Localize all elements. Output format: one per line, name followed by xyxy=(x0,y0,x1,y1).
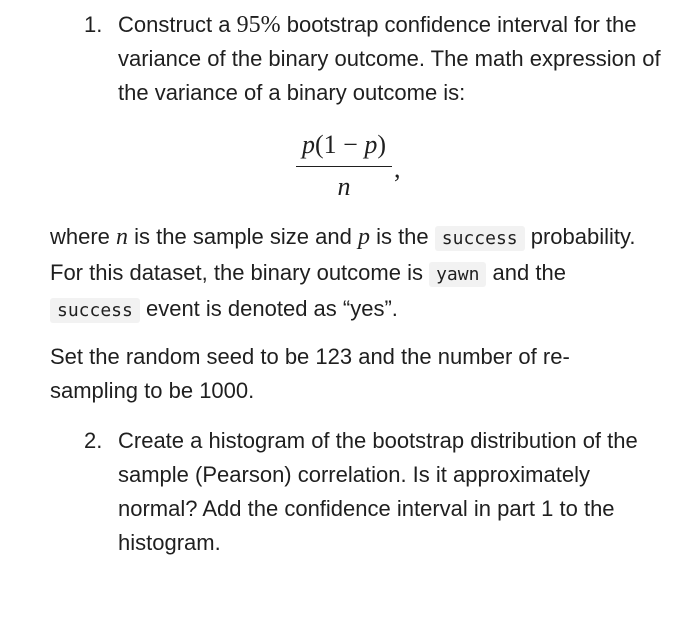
fraction-bar xyxy=(296,166,392,167)
list-number-1: 1. xyxy=(84,12,103,37)
variance-formula xyxy=(294,128,404,208)
paragraph-seed: Set the random seed to be 123 and the number of re-sampling to be 1000. xyxy=(50,344,570,403)
formula-comma: , xyxy=(394,154,401,183)
item1-text-b: bootstrap confidence interval for the variance of the binary outcome. The math expression of the variance of a binary outcome is: xyxy=(118,12,661,105)
formula-denominator: n xyxy=(337,172,351,201)
list-item-2-text: Create a histogram of the bootstrap distribution of the sample (Pearson) correlation. Is it approximately normal? Add the confidence interval in part 1 to the histogram. xyxy=(118,428,638,555)
list-number-2: 2. xyxy=(84,428,103,453)
code-yawn: yawn xyxy=(429,262,486,287)
item1-percent: 95% xyxy=(236,12,281,38)
code-success: success xyxy=(435,226,525,251)
list-item-1 xyxy=(84,8,664,110)
item1-text-a: Construct a xyxy=(118,12,237,37)
paragraph-definitions: where n is the sample size and p is the success probability. For this dataset, the binary outcome is yawn and the success event is denoted as “yes”. xyxy=(50,224,636,321)
list-item-2 xyxy=(84,424,664,560)
code-success-2: success xyxy=(50,298,140,323)
formula-numerator: p(1 − p) xyxy=(302,130,386,159)
var-p: p xyxy=(357,224,370,250)
var-n: n xyxy=(116,224,129,250)
list-item-1-text xyxy=(118,8,664,110)
